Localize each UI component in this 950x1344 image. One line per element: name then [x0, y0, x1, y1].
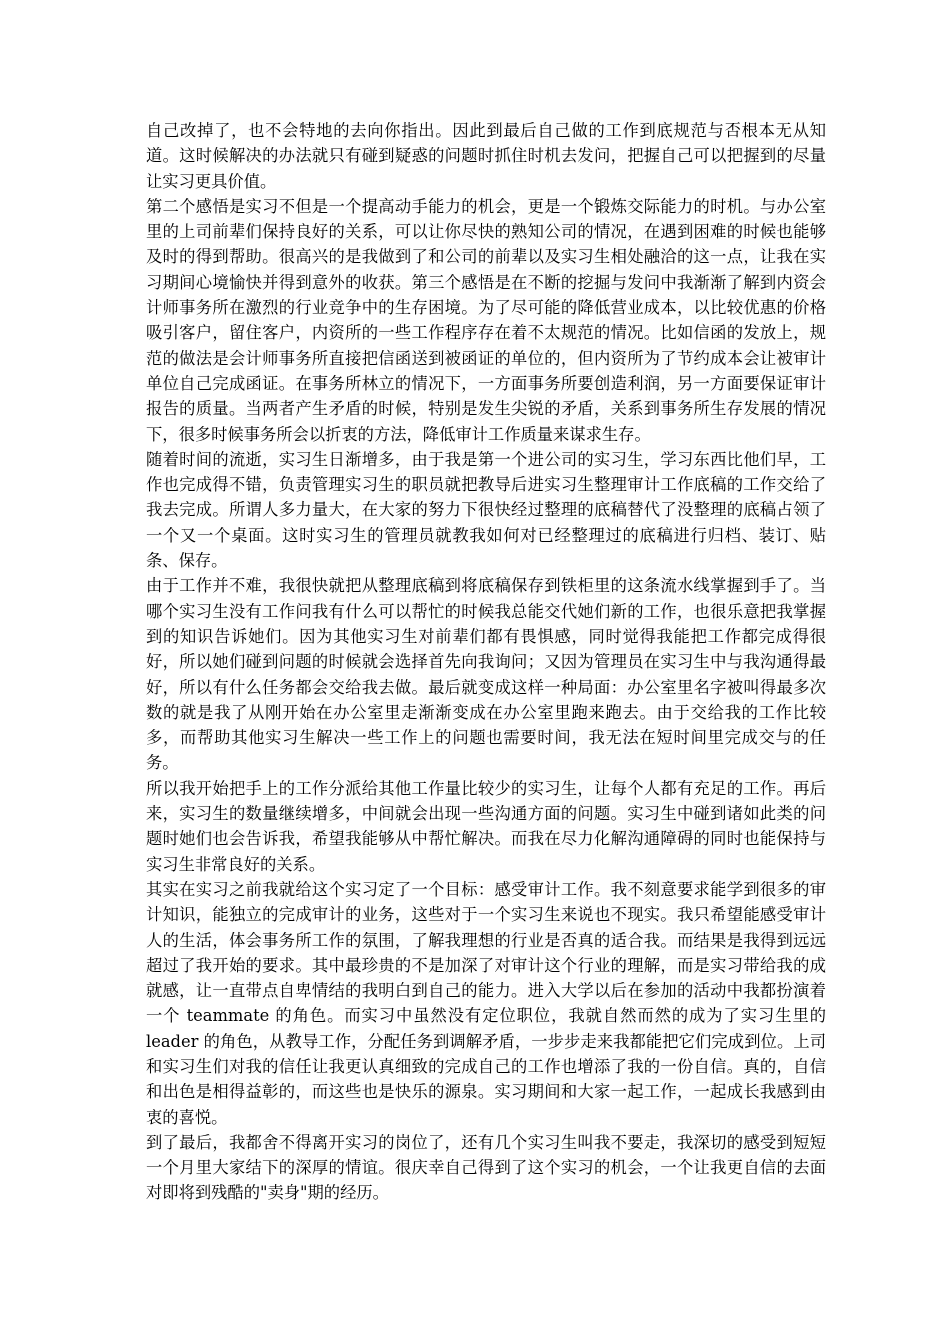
paragraph-7: 到了最后，我都舍不得离开实习的岗位了，还有几个实习生叫我不要走，我深切的感受到短短一个月里大家结下的深厚的情谊。很庆幸自己得到了这个实习的机会，一个让我更自信的去面对即将到残酷的"卖身"期的经历。 — [146, 1132, 826, 1203]
paragraph-2: 第二个感悟是实习不但是一个提高动手能力的机会，更是一个锻炼交际能力的时机。与办公室里的上司前辈们保持良好的关系，可以让你尽快的熟知公司的情况，在遇到困难的时候也能够及时的得到帮助。很高兴的是我做到了和公司的前辈以及实习生相处融洽的这一点，让我在实习期间心境愉快并得到意外的收获。第三个感悟是在不断的挖掘与发问中我渐渐了解到内资会计师事务所在激烈的行业竞争中的生存困境。为了尽可能的降低营业成本，以比较优惠的价格吸引客户，留住客户，内资所的一些工作程序存在着不太规范的情况。比如信函的发放上，规范的做法是会计师事务所直接把信函送到被函证的单位的，但内资所为了节约成本会让被审计单位自己完成函证。在事务所林立的情况下，一方面事务所要创造利润，另一方面要保证审计报告的质量。当两者产生矛盾的时候，特别是发生尖锐的矛盾，关系到事务所生存发展的情况下，很多时候事务所会以折衷的方法，降低审计工作质量来谋求生存。 — [146, 196, 826, 444]
paragraph-6: 其实在实习之前我就给这个实习定了一个目标：感受审计工作。我不刻意要求能学到很多的审计知识，能独立的完成审计的业务，这些对于一个实习生来说也不现实。我只希望能感受审计人的生活，体会事务所工作的氛围，了解我理想的行业是否真的适合我。而结果是我得到远远超过了我开始的要求。其中最珍贵的不是加深了对审计这个行业的理解，而是实习带给我的成就感，让一直带点自卑情结的我明白到自己的能力。进入大学以后在参加的活动中我都扮演着一个 teammate 的角色。而实习中虽然没有定位职位，我就自然而然的成为了实习生里的 leader 的角色，从教导工作，分配任务到调解矛盾，一步步走来我都能把它们完成到位。上司和实习生们对我的信任让我更认真细致的完成自己的工作也增添了我的一份自信。真的，自信和出色是相得益彰的，而这些也是快乐的源泉。实习期间和大家一起工作，一起成长我感到由衷的喜悦。 — [146, 879, 826, 1127]
paragraph-3: 随着时间的流逝，实习生日渐增多，由于我是第一个进公司的实习生，学习东西比他们早，工作也完成得不错，负责管理实习生的职员就把教导后进实习生整理审计工作底稿的工作交给了我去完成。所谓人多力量大，在大家的努力下很快经过整理的底稿替代了没整理的底稿占领了一个又一个桌面。这时实习生的管理员就教我如何对已经整理过的底稿进行归档、装订、贴条、保存。 — [146, 449, 826, 571]
paragraph-4: 由于工作并不难，我很快就把从整理底稿到将底稿保存到铁柜里的这条流水线掌握到手了。当哪个实习生没有工作问我有什么可以帮忙的时候我总能交代她们新的工作，也很乐意把我掌握到的知识告诉她们。因为其他实习生对前辈们都有畏惧感，同时觉得我能把工作都完成得很好，所以她们碰到问题的时候就会选择首先向我询问；又因为管理员在实习生中与我沟通得最好，所以有什么任务都会交给我去做。最后就变成这样一种局面：办公室里名字被叫得最多次数的就是我了从刚开始在办公室里走渐渐变成在办公室里跑来跑去。由于交给我的工作比较多，而帮助其他实习生解决一些工作上的问题也需要时间，我无法在短时间里完成交与的任务。 — [146, 576, 826, 773]
paragraph-5: 所以我开始把手上的工作分派给其他工作量比较少的实习生，让每个人都有充足的工作。再后来，实习生的数量继续增多，中间就会出现一些沟通方面的问题。实习生中碰到诸如此类的问题时她们也会告诉我，希望我能够从中帮忙解决。而我在尽力化解沟通障碍的同时也能保持与实习生非常良好的关系。 — [146, 778, 826, 874]
paragraph-1: 自己改掉了，也不会特地的去向你指出。因此到最后自己做的工作到底规范与否根本无从知道。这时候解决的办法就只有碰到疑惑的问题时抓住时机去发问，把握自己可以把握到的尽量让实习更具价值。 — [146, 121, 826, 191]
document-body — [146, 118, 826, 1206]
